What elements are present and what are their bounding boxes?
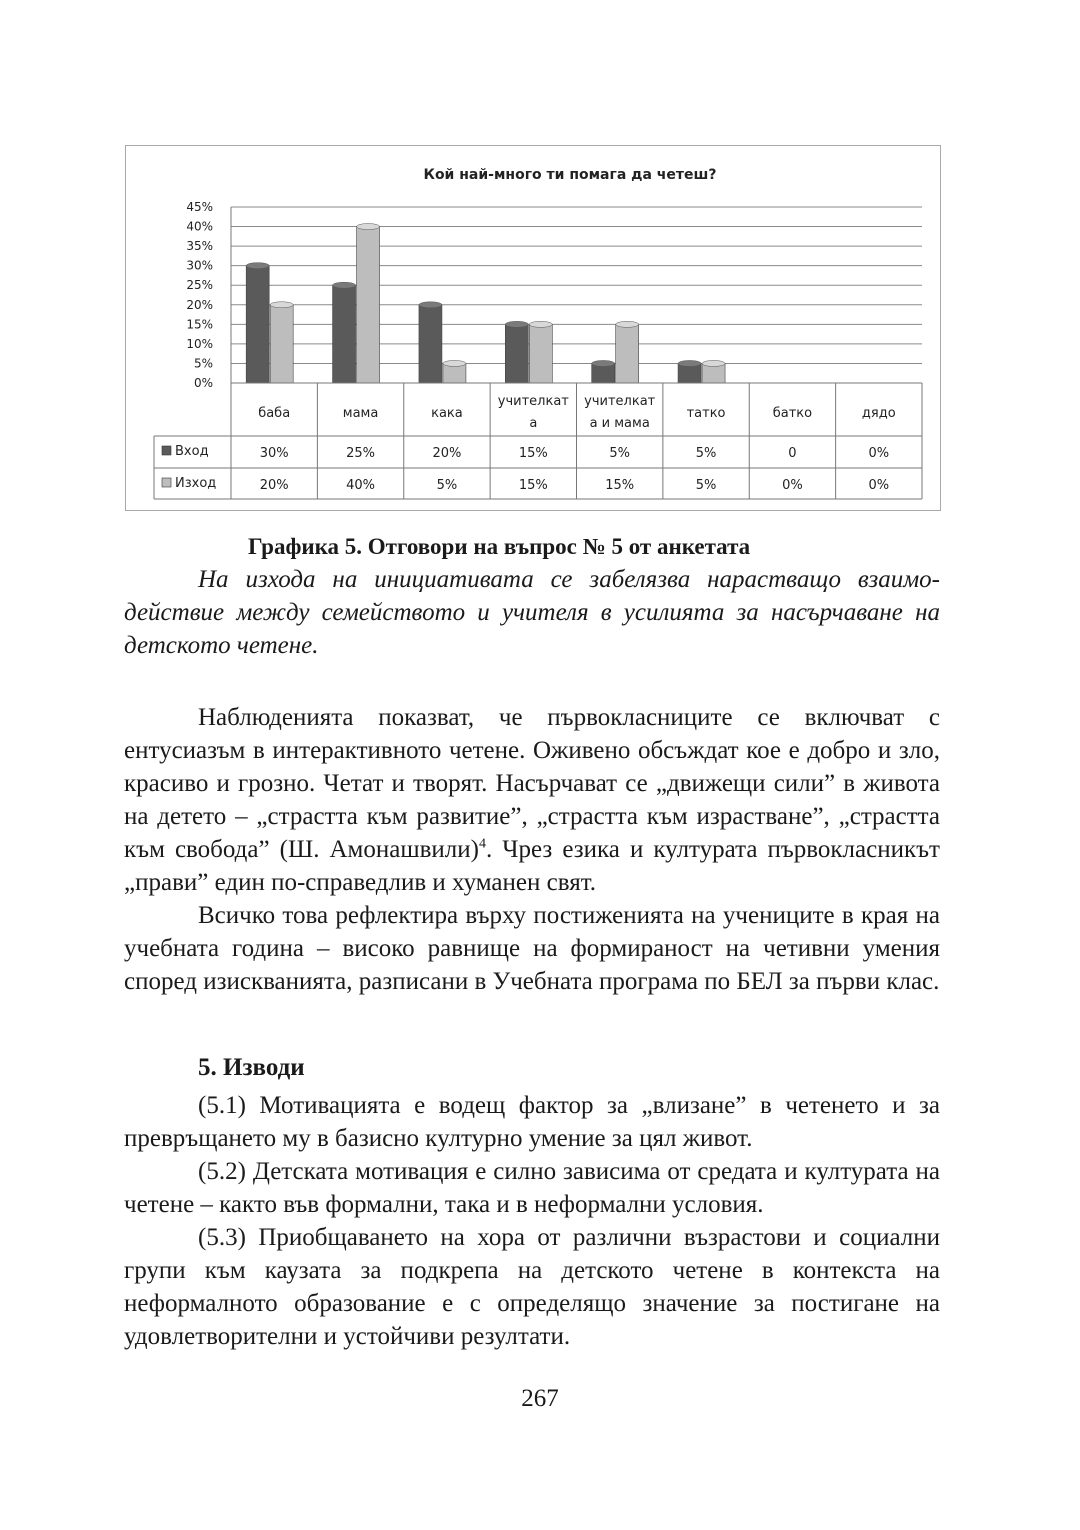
legend-key-Изход — [162, 478, 171, 487]
footnote-ref: 4 — [478, 836, 486, 852]
paragraph-observations — [124, 701, 940, 899]
y-tick-label: 40% — [186, 219, 213, 234]
category-label: мама — [342, 406, 379, 421]
bar-cap — [505, 321, 528, 327]
bar-Вход-учителкат а — [505, 324, 528, 383]
data-value-label: 0% — [868, 446, 890, 461]
data-value-label: 5% — [695, 478, 717, 493]
paragraph-observations-text: Наблюденията показват, че първокласниците се включват с ентусиазъм в интерактивното четене. Оживено обсъждат кое е добро и зло, красиво и грозно. Четат и творят. Насърчават се „движещи сили” в живота на детето – „страстта към развитие”, „страстта към израстване”, „страстта към свобода” (Ш. Амонашвили) — [124, 704, 940, 863]
bar-Изход-учителкат а и мама — [616, 324, 639, 383]
bar-cap — [357, 224, 380, 230]
y-tick-label: 20% — [186, 297, 213, 312]
bar-cap — [592, 360, 615, 366]
data-value-label: 30% — [259, 446, 289, 461]
conclusion-5-3: (5.3) Приобщаването на хора от различни възрастови и социални групи към каузата за подкрепа на детското четене в контекста на неформалното образование е с определящо значение за постигане на удовлетворителни и устойчиви резултати. — [124, 1224, 940, 1350]
paragraph-achievements: Всичко това рефлектира върху постиженията на учениците в края на учебната година – високо равнище на формираност на четивни умения според изискванията, разписани в Учебната програма по БЕЛ за първи клас. — [124, 902, 940, 995]
category-label: учителкат — [497, 394, 569, 409]
italic-paragraph: На изхода на инициативата се забелязва нарастващо взаимо-действие между семейството и учителя в усилията за насърчаване на детското четене. — [124, 566, 940, 659]
bar-cap — [529, 321, 552, 327]
bar-cap — [246, 263, 269, 269]
paragraph-observations-end: . Чрез езика и културата първокласникът „прави” един по-справедлив и хуманен свят. — [124, 836, 940, 896]
data-value-label: 15% — [518, 478, 548, 493]
category-label: дядо — [861, 406, 896, 421]
bar-Вход-мама — [333, 285, 356, 383]
bar-Изход-мама — [357, 227, 380, 383]
category-label: учителкат — [584, 394, 656, 409]
category-label: а и мама — [589, 416, 650, 431]
y-tick-label: 35% — [186, 239, 213, 254]
bar-cap — [443, 360, 466, 366]
y-tick-label: 0% — [193, 376, 213, 390]
bar-cap — [419, 302, 442, 308]
chart-title: Кой най-много ти помага да четеш? — [423, 167, 717, 183]
legend-key-Вход — [162, 446, 171, 455]
category-label: а — [529, 416, 538, 431]
category-label: батко — [772, 406, 813, 421]
section-heading: 5. Изводи — [198, 1054, 305, 1081]
data-value-label: 5% — [695, 446, 717, 461]
bar-Вход-баба — [246, 266, 269, 383]
bar-cap — [333, 282, 356, 288]
y-tick-label: 15% — [186, 317, 213, 332]
bar-Изход-учителкат а — [529, 324, 552, 383]
bar-cap — [702, 360, 725, 366]
data-value-label: 20% — [259, 478, 289, 493]
data-value-label: 5% — [436, 478, 458, 493]
category-label: татко — [686, 406, 726, 421]
y-tick-label: 45% — [186, 200, 213, 214]
y-tick-label: 5% — [193, 356, 213, 371]
bar-cap — [678, 360, 701, 366]
legend-label: Вход — [175, 444, 209, 459]
chart-figure — [125, 145, 941, 511]
conclusion-5-1: (5.1) Мотивацията е водещ фактор за „влизане” в четенето и за превръщането му в базисно културно умение за цял живот. — [124, 1092, 940, 1152]
legend-label: Изход — [175, 476, 217, 491]
data-value-label: 0% — [782, 478, 803, 493]
data-value-label: 15% — [605, 478, 635, 493]
bar-chart — [126, 146, 942, 512]
data-value-label: 5% — [609, 446, 630, 461]
category-label: кака — [431, 406, 463, 421]
bar-cap — [270, 302, 293, 308]
bar-Изход-баба — [270, 305, 293, 383]
data-value-label: 40% — [346, 478, 376, 493]
data-value-label: 15% — [518, 446, 548, 461]
data-value-label: 0% — [868, 478, 890, 493]
y-tick-label: 25% — [186, 278, 213, 293]
page-number: 267 — [521, 1385, 559, 1412]
figure-caption: Графика 5. Отговори на въпрос № 5 от анкетата — [248, 534, 751, 559]
data-value-label: 25% — [346, 446, 376, 461]
bar-cap — [616, 321, 639, 327]
data-value-label: 20% — [432, 446, 462, 461]
category-label: баба — [258, 406, 291, 421]
y-tick-label: 30% — [186, 258, 213, 273]
conclusion-5-2: (5.2) Детската мотивация е силно зависима от средата и културата на четене – както във формални, така и в неформални условия. — [124, 1158, 940, 1218]
data-value-label: 0 — [788, 446, 797, 461]
bar-Вход-кака — [419, 305, 442, 383]
y-tick-label: 10% — [186, 336, 213, 351]
